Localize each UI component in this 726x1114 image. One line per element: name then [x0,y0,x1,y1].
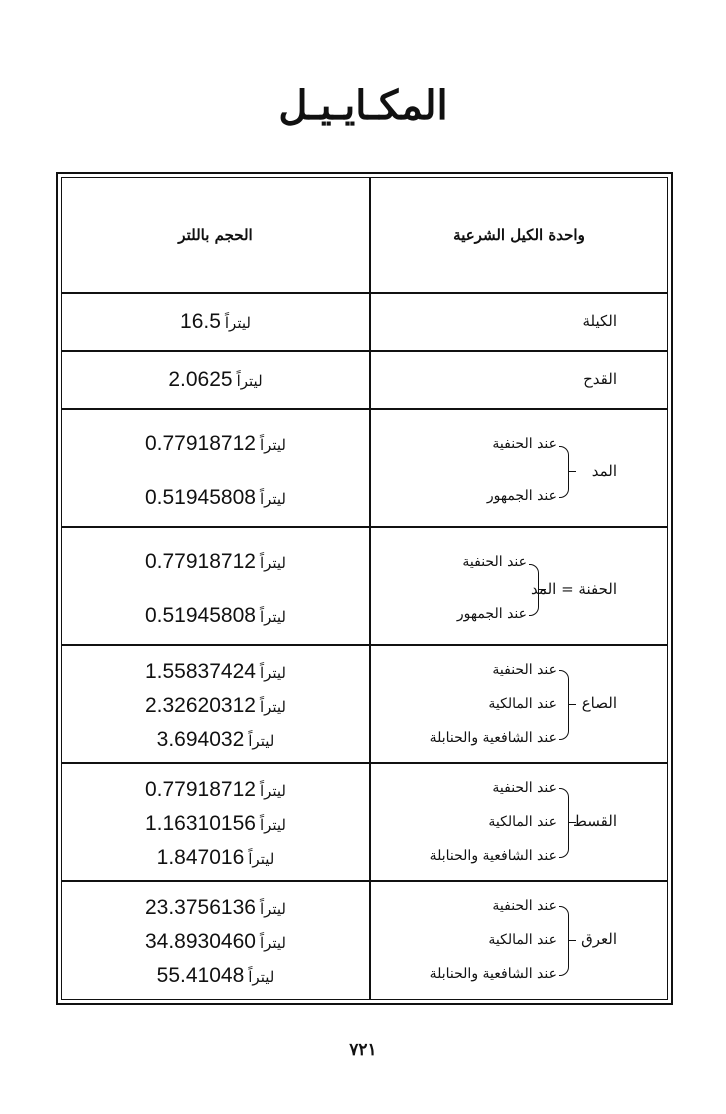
header-unit: واحدة الكيل الشرعية [453,226,585,244]
school-label: عند الشافعية والحنابلة [429,848,557,864]
school-label: عند الحنفية [492,898,557,914]
table-row [62,292,667,350]
header-volume: الحجم باللتر [178,226,253,244]
volume-value: 0.51945808 ليتراً [144,486,287,509]
page-number: ٧٢١ [349,1040,377,1060]
unit-name: القدح [583,370,617,388]
unit-name: الكيلة [582,312,617,330]
school-label: عند الحنفية [492,662,557,678]
volume-value: 0.77918712 ليتراً [144,778,287,801]
brace [559,670,569,740]
volume-value: 1.55837424 ليتراً [144,660,287,683]
volume-value: 0.51945808 ليتراً [144,604,287,627]
page-title: المكـايـيـل [278,82,448,129]
brace-tip [569,940,576,941]
brace-tip [569,704,576,705]
volume-value: 0.77918712 ليتراً [144,550,287,573]
volume-value: 2.32620312 ليتراً [144,694,287,717]
volume-value: 34.8930460 ليتراً [144,930,287,953]
table-row [62,526,667,644]
unit-name: الحفنة = المد [531,580,617,598]
volume-value: 55.41048 ليتراً [156,964,275,987]
school-label: عند الحنفية [462,554,527,570]
unit-name: المد [591,462,617,480]
volume-value: 2.0625 ليتراً [168,368,263,391]
unit-name: الصاع [581,694,617,712]
volume-value: 23.3756136 ليتراً [144,896,287,919]
volume-value: 1.16310156 ليتراً [144,812,287,835]
header-row [62,178,667,292]
volume-value: 1.847016 ليتراً [156,846,275,869]
school-label: عند المالكية [488,696,557,712]
school-label: عند الجمهور [456,606,527,622]
school-label: عند المالكية [488,932,557,948]
school-label: عند الحنفية [492,436,557,452]
brace-tip [569,471,576,472]
school-label: عند الشافعية والحنابلة [429,730,557,746]
volume-value: 16.5 ليتراً [180,310,251,333]
unit-name: القسط [573,812,617,830]
brace [559,446,569,498]
unit-name: العرق [581,930,617,948]
school-label: عند المالكية [488,814,557,830]
school-label: عند الحنفية [492,780,557,796]
table-row [62,350,667,408]
school-label: عند الجمهور [486,488,557,504]
brace [559,788,569,858]
table-row [62,408,667,526]
brace [559,906,569,976]
school-label: عند الشافعية والحنابلة [429,966,557,982]
volume-value: 3.694032 ليتراً [156,728,275,751]
measures-table [56,172,673,1005]
table-inner-border [61,177,668,1000]
table-row [62,644,667,762]
volume-value: 0.77918712 ليتراً [144,432,287,455]
table-row [62,880,667,1002]
table-row [62,762,667,880]
